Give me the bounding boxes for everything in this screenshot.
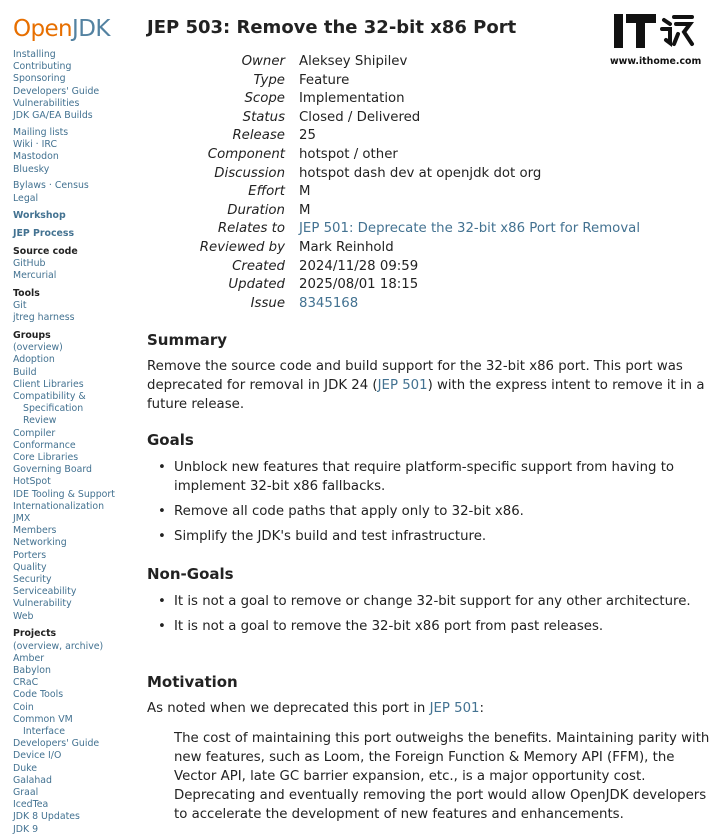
sidebar-item-amber[interactable]: Amber	[13, 652, 45, 664]
metadata-key: Updated	[228, 277, 285, 293]
sidebar-item-client-libraries[interactable]: Client Libraries	[13, 378, 84, 390]
bullet-icon: •	[158, 619, 166, 634]
sidebar-item-porters[interactable]: Porters	[13, 549, 47, 561]
metadata-value: Aleksey Shipilev	[299, 54, 408, 69]
motivation-quote: The cost of maintaining this port outweighs the benefits. Maintaining parity with new features, such as Loom, the Foreign Function & Memory API (FFM), the Vector API, late GC barrier expansion, etc., is a major opportunity cost. Deprecating and eventually removing the port would allow OpenJDK developers to accelerate the development of new features and enhancements.	[174, 731, 710, 822]
sidebar-item-networking[interactable]: Networking	[13, 537, 67, 549]
sidebar-item-code-tools[interactable]: Code Tools	[13, 689, 64, 701]
bullet-icon: •	[158, 460, 166, 475]
sidebar-item-babylon[interactable]: Babylon	[13, 664, 51, 676]
sidebar-item-overview[interactable]: (overview)	[13, 342, 63, 354]
ithome-watermark	[610, 10, 710, 72]
metadata-value: 2025/08/01 18:15	[299, 277, 419, 293]
sidebar-item-bluesky[interactable]: Bluesky	[13, 163, 50, 175]
list-item-text: It is not a goal to remove or change 32-bit support for any other architecture.	[174, 594, 691, 609]
list-item	[147, 458, 713, 496]
metadata-row	[147, 239, 640, 258]
non-goals-list	[147, 592, 713, 642]
sidebar-item-graal[interactable]: Graal	[13, 786, 39, 798]
metadata-value: M	[299, 202, 311, 218]
sidebar-item-jdk-8-updates[interactable]: JDK 8 Updates	[13, 811, 80, 823]
list-item	[147, 502, 713, 521]
sidebar-item-developers-guide[interactable]: Developers' Guide	[13, 738, 100, 750]
metadata-key: Type	[253, 72, 285, 88]
sidebar-item-web[interactable]: Web	[13, 610, 34, 622]
sidebar-heading-jep-process[interactable]: JEP Process	[13, 228, 75, 240]
metadata-row	[147, 202, 640, 221]
jep-metadata-table	[147, 53, 640, 313]
sidebar-item-wiki-irc[interactable]: Wiki · IRC	[13, 139, 57, 151]
metadata-key: Status	[242, 109, 285, 125]
metadata-key: Release	[232, 128, 285, 144]
metadata-key: Reviewed by	[199, 239, 285, 255]
sidebar-item-jtreg-harness[interactable]: jtreg harness	[13, 312, 75, 324]
metadata-value: M	[299, 184, 311, 200]
sidebar-item-core-libraries[interactable]: Core Libraries	[13, 451, 79, 463]
metadata-value: hotspot / other	[299, 146, 398, 162]
list-item-text: Simplify the JDK's build and test infrastructure.	[174, 529, 487, 544]
summary-text: Remove the source code and build support for the 32-bit x86 port. This port was deprecated for removal in JDK 24 (JEP 501) with the express intent to remove it in a future release.	[147, 359, 705, 412]
sidebar-item-jdk-9[interactable]: JDK 9	[13, 823, 39, 835]
sidebar-item-coin[interactable]: Coin	[13, 701, 34, 713]
sidebar-item-hotspot[interactable]: HotSpot	[13, 476, 51, 488]
sidebar-item-bylaws-census[interactable]: Bylaws · Census	[13, 180, 89, 192]
sidebar-item-adoption[interactable]: Adoption	[13, 354, 55, 366]
jep-501-link[interactable]: JEP 501	[429, 701, 480, 716]
sidebar-item-installing[interactable]: Installing	[13, 49, 56, 60]
sidebar-item-duke[interactable]: Duke	[13, 762, 38, 774]
metadata-value: 25	[299, 128, 316, 144]
sidebar-item-review[interactable]: Review	[23, 415, 57, 427]
sidebar-item-members[interactable]: Members	[13, 525, 57, 537]
sidebar-item-sponsoring[interactable]: Sponsoring	[13, 73, 66, 85]
metadata-link[interactable]: 8345168	[299, 295, 359, 311]
metadata-value: Closed / Delivered	[299, 109, 421, 125]
list-item-text: Remove all code paths that apply only to 32-bit x86.	[174, 504, 524, 519]
bullet-icon: •	[158, 529, 166, 544]
metadata-key: Issue	[250, 295, 285, 311]
page-title: JEP 503: Remove the 32-bit x86 Port	[147, 17, 517, 38]
sidebar-item-serviceability[interactable]: Serviceability	[13, 586, 77, 598]
list-item-text: It is not a goal to remove the 32-bit x86 port from past releases.	[174, 619, 604, 634]
sidebar-item-contributing[interactable]: Contributing	[13, 61, 72, 73]
metadata-row	[147, 127, 640, 146]
metadata-row	[147, 258, 640, 277]
summary-heading: Summary	[147, 331, 228, 349]
sidebar-item-mailing-lists[interactable]: Mailing lists	[13, 126, 69, 138]
sidebar-item-compiler[interactable]: Compiler	[13, 427, 56, 439]
sidebar-item-compatibility[interactable]: Compatibility &	[13, 390, 86, 402]
sidebar-item-legal[interactable]: Legal	[13, 192, 39, 204]
metadata-value: 2024/11/28 09:59	[299, 258, 419, 274]
sidebar-heading-tools: Tools	[13, 287, 40, 299]
metadata-row	[147, 220, 640, 239]
jep-501-link[interactable]: JEP 501	[377, 378, 428, 393]
motivation-heading: Motivation	[147, 673, 238, 691]
sidebar-item-ide-tooling-support[interactable]: IDE Tooling & Support	[13, 488, 115, 500]
metadata-row	[147, 146, 640, 165]
sidebar-item-developers-guide[interactable]: Developers' Guide	[13, 85, 100, 97]
metadata-key: Component	[207, 146, 285, 162]
openjdk-logo[interactable]: OpenJDK	[13, 16, 110, 42]
sidebar-heading-workshop[interactable]: Workshop	[13, 210, 66, 222]
metadata-value: Mark Reinhold	[299, 239, 394, 255]
sidebar-item-vulnerabilities[interactable]: Vulnerabilities	[13, 97, 80, 109]
sidebar-item-jdk-ga-ea-builds[interactable]: JDK GA/EA Builds	[13, 110, 93, 122]
goals-list	[147, 458, 713, 552]
metadata-key: Effort	[248, 184, 285, 200]
metadata-value: Implementation	[299, 91, 405, 107]
sidebar-item-device-i-o[interactable]: Device I/O	[13, 750, 62, 762]
sidebar-heading-source-code: Source code	[13, 245, 78, 257]
sidebar-item-internationalization[interactable]: Internationalization	[13, 500, 105, 512]
non-goals-heading: Non-Goals	[147, 565, 234, 583]
metadata-row	[147, 109, 640, 128]
metadata-row	[147, 276, 640, 295]
metadata-key: Created	[232, 258, 285, 274]
list-item	[147, 592, 713, 611]
sidebar-item-quality[interactable]: Quality	[13, 561, 47, 573]
goals-heading: Goals	[147, 431, 194, 449]
bullet-icon: •	[158, 594, 166, 609]
sidebar-item-common-vm[interactable]: Common VM	[13, 713, 73, 725]
list-item	[147, 527, 713, 546]
list-item-text: Unblock new features that require platform-specific support from having to implement 32-bit x86 fallbacks.	[174, 460, 675, 494]
sidebar-item-build[interactable]: Build	[13, 366, 37, 378]
sidebar-item-git[interactable]: Git	[13, 300, 27, 312]
list-item	[147, 617, 713, 636]
metadata-row	[147, 183, 640, 202]
metadata-row	[147, 90, 640, 109]
metadata-value	[299, 220, 640, 239]
sidebar-item-specification[interactable]: Specification	[23, 403, 84, 415]
metadata-key: Owner	[241, 54, 285, 69]
metadata-value: hotspot dash dev at openjdk dot org	[299, 165, 542, 181]
sidebar-item-galahad[interactable]: Galahad	[13, 774, 52, 786]
metadata-link[interactable]: JEP 501: Deprecate the 32-bit x86 Port for Removal	[299, 221, 641, 237]
metadata-key: Relates to	[217, 221, 285, 237]
watermark-url: www.ithome.com	[610, 56, 702, 67]
metadata-row	[147, 165, 640, 184]
sidebar-nav	[13, 49, 135, 836]
metadata-row	[147, 53, 640, 72]
sidebar-item-github[interactable]: GitHub	[13, 257, 46, 269]
metadata-key: Discussion	[214, 165, 285, 181]
metadata-key: Scope	[244, 91, 285, 107]
sidebar-item-vulnerability[interactable]: Vulnerability	[13, 598, 72, 610]
motivation-intro: As noted when we deprecated this port in JEP 501:	[147, 701, 484, 716]
metadata-value	[299, 295, 640, 314]
sidebar-item-mastodon[interactable]: Mastodon	[13, 151, 59, 163]
sidebar-heading-groups: Groups	[13, 329, 51, 341]
metadata-row	[147, 295, 640, 314]
sidebar-item-crac[interactable]: CRaC	[13, 677, 39, 689]
bullet-icon: •	[158, 504, 166, 519]
sidebar-item-jmx[interactable]: JMX	[13, 512, 31, 524]
sidebar-item-icedtea[interactable]: IcedTea	[13, 799, 49, 811]
metadata-value: Feature	[299, 72, 350, 88]
sidebar-item-security[interactable]: Security	[13, 574, 52, 585]
sidebar-item-overview-archive[interactable]: (overview, archive)	[13, 640, 104, 652]
metadata-key: Duration	[227, 202, 285, 218]
sidebar-heading-projects: Projects	[13, 628, 57, 640]
ithome-logo-icon	[614, 12, 696, 52]
sidebar-item-interface[interactable]: Interface	[23, 725, 65, 737]
metadata-row	[147, 72, 640, 91]
sidebar-item-governing-board[interactable]: Governing Board	[13, 464, 92, 476]
sidebar-item-conformance[interactable]: Conformance	[13, 439, 76, 451]
sidebar-item-mercurial[interactable]: Mercurial	[13, 270, 57, 282]
